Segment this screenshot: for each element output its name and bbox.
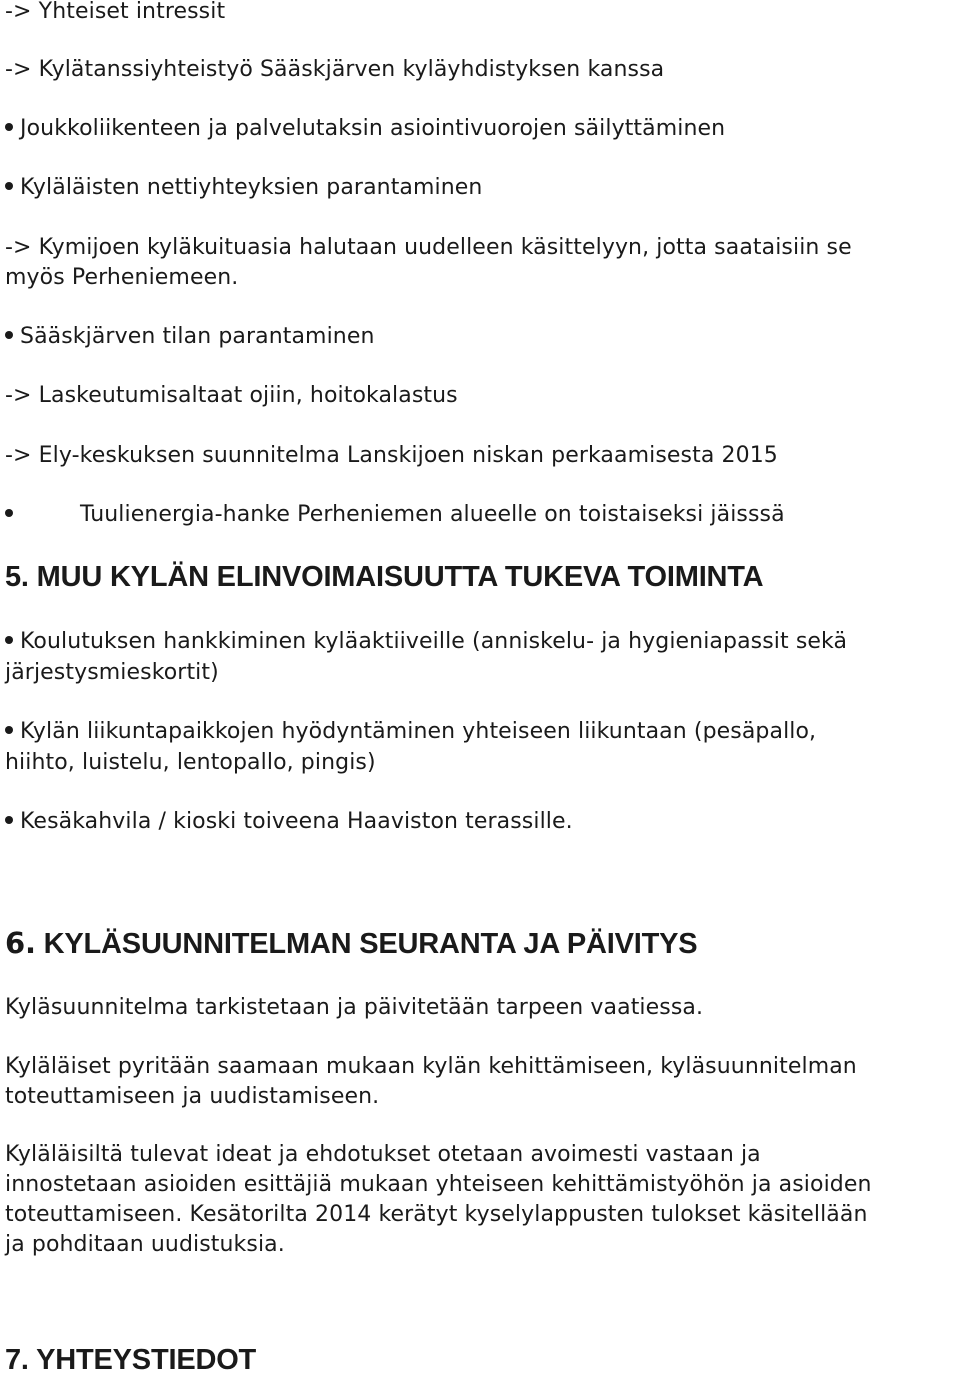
bullet-text: Kyläläisten nettiyhteyksien parantaminen [20,175,483,200]
text-line-koulutus-2: järjestysmieskortit) [5,660,219,685]
section-7-heading: 7. YHTEYSTIEDOT [5,1344,257,1376]
bullet-item-tuulienergia [5,500,785,530]
bullet-icon [5,123,13,131]
paragraph-ideat-4: ja pohditaan uudistuksia. [5,1232,285,1257]
bullet-item-koulutus-1 [5,627,847,657]
bullet-icon [5,816,13,824]
bullet-text: Joukkoliikenteen ja palvelutaksin asiointivuorojen säilyttäminen [20,116,726,141]
bullet-text: Koulutuksen hankkiminen kyläaktiiveille (anniskelu- ja hygieniapassit sekä [20,629,848,654]
text-line-laskeutumisaltaat: -> Laskeutumisaltaat ojiin, hoitokalastus [5,383,458,408]
bullet-item-joukkoliikenne [5,114,725,144]
paragraph-kylalaiset-1: Kyläläiset pyritään saamaan mukaan kylän kehittämiseen, kyläsuunnitelman [5,1054,857,1079]
text-line-kymijoki-2: myös Perheniemeen. [5,265,239,290]
section-6-heading [5,928,697,959]
bullet-item-kesakahvila [5,807,573,837]
text-line-kymijoki-1: -> Kymijoen kyläkuituasia halutaan uudelleen käsittelyyn, jotta saataisiin se [5,235,852,260]
bullet-icon [5,331,13,339]
section-5-heading: 5. MUU KYLÄN ELINVOIMAISUUTTA TUKEVA TOIMINTA [5,561,764,593]
bullet-item-nettiyhteydet [5,173,482,203]
bullet-item-liikunta-1 [5,717,816,747]
bullet-item-saaskjarvi [5,322,375,352]
text-line-ely-keskus: -> Ely-keskuksen suunnitelma Lanskijoen niskan perkaamisesta 2015 [5,443,778,468]
section-6-title: KYLÄSUUNNITELMAN SEURANTA JA PÄIVITYS [43,928,698,960]
bullet-text: Tuulienergia-hanke Perheniemen alueelle on toistaiseksi jäisssä [80,502,785,527]
bullet-icon [5,509,13,517]
bullet-text: Kylän liikuntapaikkojen hyödyntäminen yhteiseen liikuntaan (pesäpallo, [20,719,817,744]
section-6-number: 6. [5,926,36,960]
paragraph-ideat-3: toteuttamiseen. Kesätorilta 2014 kerätyt kyselylappusten tulokset käsitellään [5,1202,868,1227]
text-line-liikunta-2: hiihto, luistelu, lentopallo, pingis) [5,750,376,775]
bullet-text: Sääskjärven tilan parantaminen [20,324,375,349]
paragraph-kylalaiset-2: toteuttamiseen ja uudistamiseen. [5,1084,380,1109]
text-line-kylatanssi: -> Kylätanssiyhteistyö Sääskjärven kyläyhdistyksen kanssa [5,57,665,82]
paragraph-ideat-2: innostetaan asioiden esittäjiä mukaan yhteiseen kehittämistyöhön ja asioiden [5,1172,872,1197]
bullet-icon [5,182,13,190]
paragraph-tarkistus: Kyläsuunnitelma tarkistetaan ja päivitetään tarpeen vaatiessa. [5,995,704,1020]
bullet-icon [5,726,13,734]
bullet-icon [5,636,13,644]
paragraph-ideat-1: Kyläläisiltä tulevat ideat ja ehdotukset otetaan avoimesti vastaan ja [5,1142,761,1167]
bullet-text: Kesäkahvila / kioski toiveena Haaviston terassille. [20,809,573,834]
text-line-yhteiset-intressit: -> Yhteiset intressit [5,0,226,24]
